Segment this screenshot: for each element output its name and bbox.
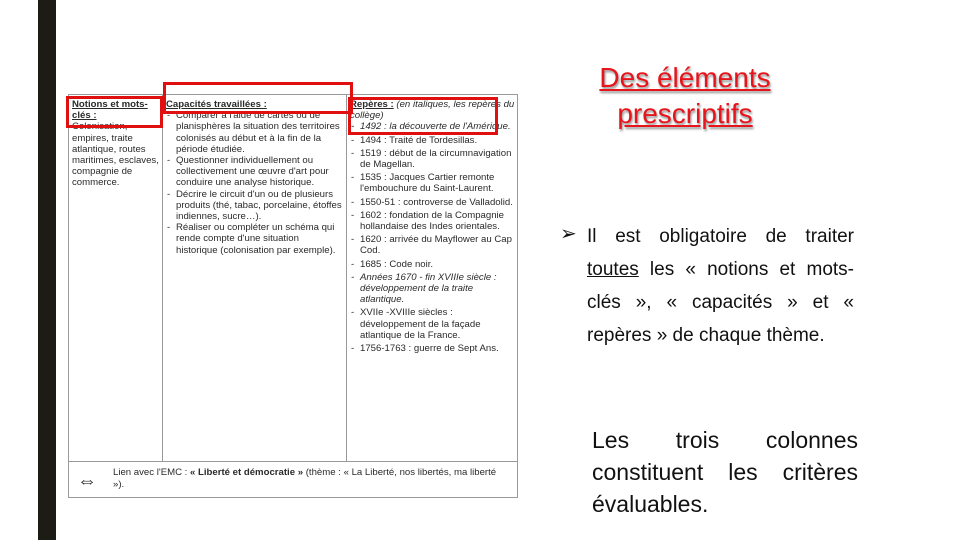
highlight-box-reperes — [348, 97, 498, 135]
capacite-item: - Décrire le circuit d'un ou de plusieurs produits (thé, tabac, porcelaine, étoffes indiennes, sucre…). — [166, 189, 343, 223]
capacite-item: - Réaliser ou compléter un schéma qui rende compte d'une situation historique (colonisation par exemple). — [166, 222, 343, 256]
emc-link-text: Lien avec l'EMC : « Liberté et démocratie » (thème : « La Liberté, nos libertés, ma liberté »). — [113, 467, 497, 490]
repere-item: - 1535 : Jacques Cartier remonte l'embouchure du Saint-Laurent. — [350, 172, 516, 194]
column-reperes — [347, 95, 518, 461]
column-reperes-subheader: (en italiques, les repères du collège) — [350, 99, 515, 122]
repere-item: - 1685 : Code noir. — [350, 259, 516, 270]
column-capacites — [163, 95, 347, 461]
capacite-item: - Questionner individuellement ou collectivement une œuvre d'art pour conduire une analyse historique. — [166, 155, 343, 189]
column-notions — [69, 95, 163, 461]
repere-item: - 1620 : arrivée du Mayflower au Cap Cod. — [350, 234, 516, 256]
instruction-bullet — [560, 220, 854, 352]
repere-item: - XVIIe -XVIIIe siècles : développement de la façade atlantique de la France. — [350, 307, 516, 341]
column-capacites-header: Capacités travaillées : — [166, 99, 267, 110]
repere-item: - 1550-51 : controverse de Valladolid. — [350, 197, 516, 208]
repere-item: - 1602 : fondation de la Compagnie hollandaise des Indes orientales. — [350, 210, 516, 232]
double-arrow-icon: ⇔ — [77, 470, 97, 492]
repere-item: - Années 1670 - fin XVIIIe siècle : développement de la traite atlantique. — [350, 272, 516, 306]
program-excerpt-image — [68, 94, 518, 498]
slide-title: Des éléments prescriptifs — [599, 62, 771, 129]
conclusion-text: Les trois colonnes constituent les critères évaluables. — [592, 427, 858, 517]
highlight-box-notions — [66, 96, 163, 128]
column-notions-header: Notions et mots-clés : — [72, 99, 148, 122]
repere-item: - 1492 : la découverte de l'Amérique. — [350, 121, 516, 132]
repere-item: - 1519 : début de la circumnavigation de Magellan. — [350, 148, 516, 170]
program-table — [69, 95, 517, 462]
repere-item: - 1756-1763 : guerre de Sept Ans. — [350, 343, 516, 354]
column-reperes-header: Repères : — [350, 99, 394, 110]
left-decorative-bar — [38, 0, 56, 540]
emc-link-footer — [69, 461, 517, 498]
column-notions-content: Colonisation, empires, traite atlantique, routes maritimes, esclaves, compagnie de commerce. — [72, 121, 159, 189]
repere-item: - 1494 : Traité de Tordesillas. — [350, 135, 516, 146]
highlight-box-capacites — [163, 82, 353, 114]
capacite-item: - Comparer à l'aide de cartes ou de planisphères la situation des territoires colonisés au début et à la fin de la période étudiée. — [166, 110, 343, 155]
instruction-text: Il est obligatoire de traiter toutes les « notions et mots-clés », « capacités » et « repères » de chaque thème. — [587, 226, 854, 346]
arrow-bullet-icon: ➢ — [560, 223, 577, 245]
